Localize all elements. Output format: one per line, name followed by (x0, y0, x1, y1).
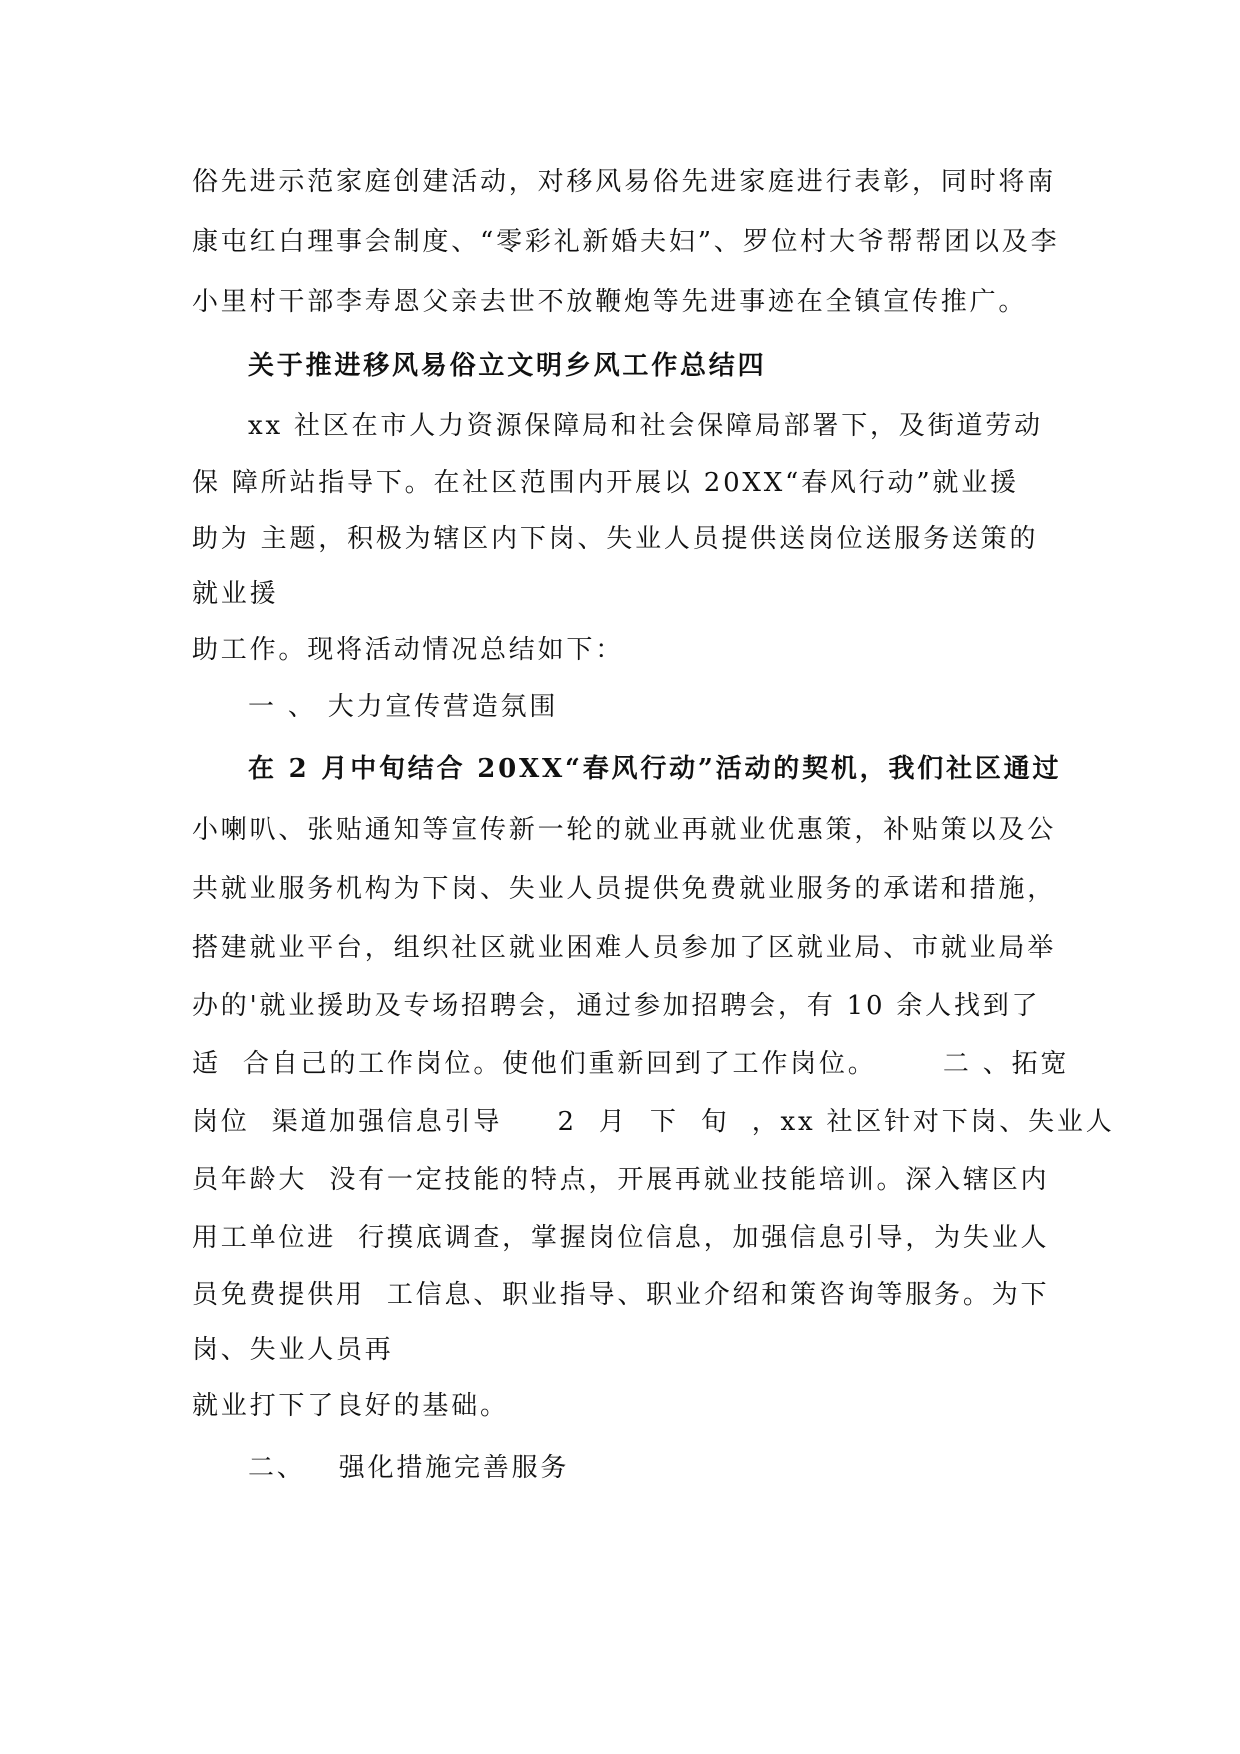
body-line: 用工单位进 行摸底调查，掌握岗位信息，加强信息引导，为失业人 (192, 1223, 1050, 1253)
body-line: 搭建就业平台，组织社区就业困难人员参加了区就业局、市就业局举 (192, 933, 1057, 963)
subsection-heading: 二、 强化措施完善服务 (248, 1453, 570, 1483)
body-line: 在 2 月中旬结合 20XX“春风行动”活动的契机，我们社区通过 (248, 754, 1062, 784)
body-line: 康屯红白理事会制度、“零彩礼新婚夫妇”、罗位村大爷帮帮团以及李 (192, 227, 1060, 257)
body-line: 岗、失业人员再 (192, 1335, 394, 1365)
subsection-heading: 一 、 大力宣传营造氛围 (248, 692, 559, 722)
body-line: 员年龄大 没有一定技能的特点，开展再就业技能培训。深入辖区内 (192, 1165, 1050, 1195)
body-line: 助为 主题，积极为辖区内下岗、失业人员提供送岗位送服务送策的 (192, 524, 1039, 554)
body-line: 小里村干部李寿恩父亲去世不放鞭炮等先进事迹在全镇宣传推广。 (192, 287, 1028, 317)
body-line: 俗先进示范家庭创建活动，对移风易俗先进家庭进行表彰，同时将南 (192, 167, 1057, 197)
section-heading: 关于推进移风易俗立文明乡风工作总结四 (248, 351, 767, 381)
body-line: 就业打下了良好的基础。 (192, 1391, 509, 1421)
body-line: 保 障所站指导下。在社区范围内开展以 20XX“春风行动”就业援 (192, 468, 1019, 498)
body-line: 适 合自己的工作岗位。使他们重新回到了工作岗位。 二 、拓宽 (192, 1049, 1070, 1079)
body-line: 小喇叭、张贴通知等宣传新一轮的就业再就业优惠策，补贴策以及公 (192, 815, 1057, 845)
body-line: 岗位 渠道加强信息引导 2 月 下 旬 ，xx 社区针对下岗、失业人 (192, 1107, 1115, 1137)
body-line: 共就业服务机构为下岗、失业人员提供免费就业服务的承诺和措施， (192, 874, 1057, 904)
body-line: 助工作。现将活动情况总结如下： (192, 635, 625, 665)
body-line: 办的'就业援助及专场招聘会，通过参加招聘会，有 10 余人找到了 (192, 991, 1041, 1021)
body-line: xx 社区在市人力资源保障局和社会保障局部署下，及街道劳动 (248, 411, 1043, 441)
body-line: 就业援 (192, 579, 279, 609)
body-line: 员免费提供用 工信息、职业指导、职业介绍和策咨询等服务。为下 (192, 1280, 1050, 1310)
